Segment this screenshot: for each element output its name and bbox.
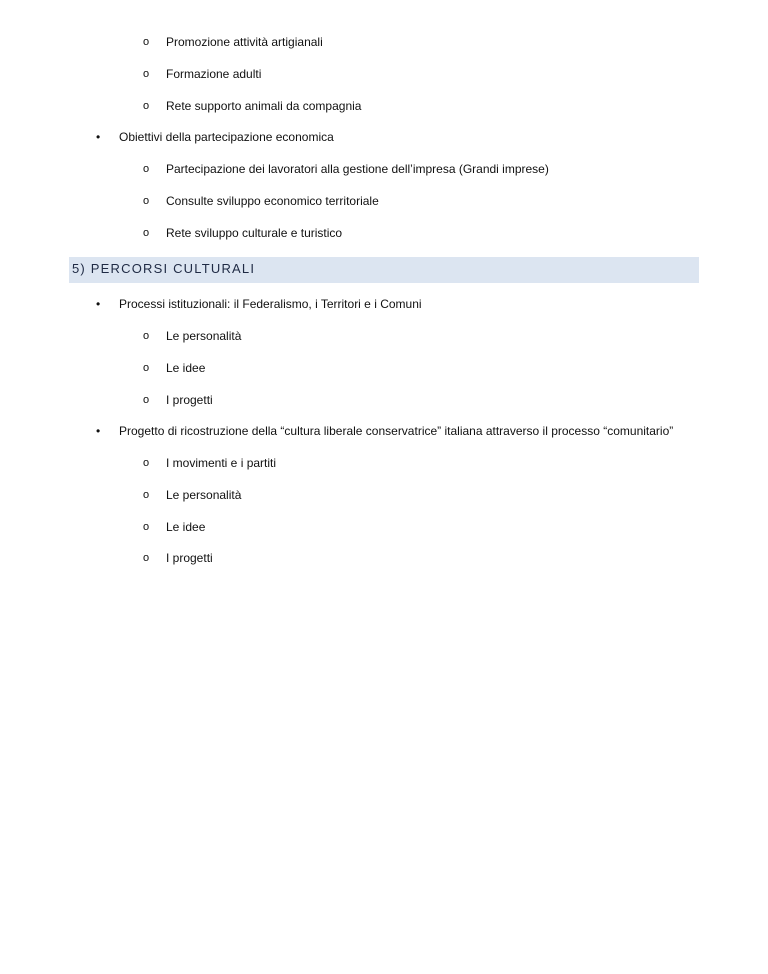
list-item-text: Le personalità [166,329,242,343]
sub-bullet-marker: o [143,227,150,239]
sub-bullet-marker: o [143,195,150,207]
list-item-text: Formazione adulti [166,67,262,81]
bullet-marker: • [96,297,101,311]
list-item-text: Le idee [166,361,206,375]
list-item-text: Le idee [166,520,206,534]
sub-bullet-marker: o [143,36,150,48]
list-item-text: Processi istituzionali: il Federalismo, i Territori e i Comuni [119,297,422,311]
sub-bullet-marker: o [143,521,150,533]
list-item-text: Obiettivi della partecipazione economica [119,130,334,144]
bullet-marker: • [96,130,101,144]
sub-bullet-marker: o [143,68,150,80]
sub-bullet-marker: o [143,457,150,469]
sub-bullet-marker: o [143,330,150,342]
sub-bullet-marker: o [143,489,150,501]
list-item-text: I movimenti e i partiti [166,456,277,470]
sub-bullet-marker: o [143,394,150,406]
list-item-text: Progetto di ricostruzione della “cultura liberale conservatrice” italiana attraverso il processo “comunitario” [119,424,674,438]
list-item-text: I progetti [166,393,213,407]
section-heading: 5) PERCORSI CULTURALI [72,261,256,276]
bullet-marker: • [96,424,101,438]
sub-bullet-marker: o [143,362,150,374]
list-item-text: Rete supporto animali da compagnia [166,99,362,113]
list-item-text: Consulte sviluppo economico territoriale [166,194,379,208]
list-item-text: Le personalità [166,488,242,502]
list-item-text: Promozione attività artigianali [166,35,323,49]
list-item-text: Rete sviluppo culturale e turistico [166,226,343,240]
sub-bullet-marker: o [143,163,150,175]
sub-bullet-marker: o [143,552,150,564]
sub-bullet-marker: o [143,100,150,112]
list-item-text: Partecipazione dei lavoratori alla gestione dell’impresa (Grandi imprese) [166,162,549,176]
list-item-text: I progetti [166,551,213,565]
